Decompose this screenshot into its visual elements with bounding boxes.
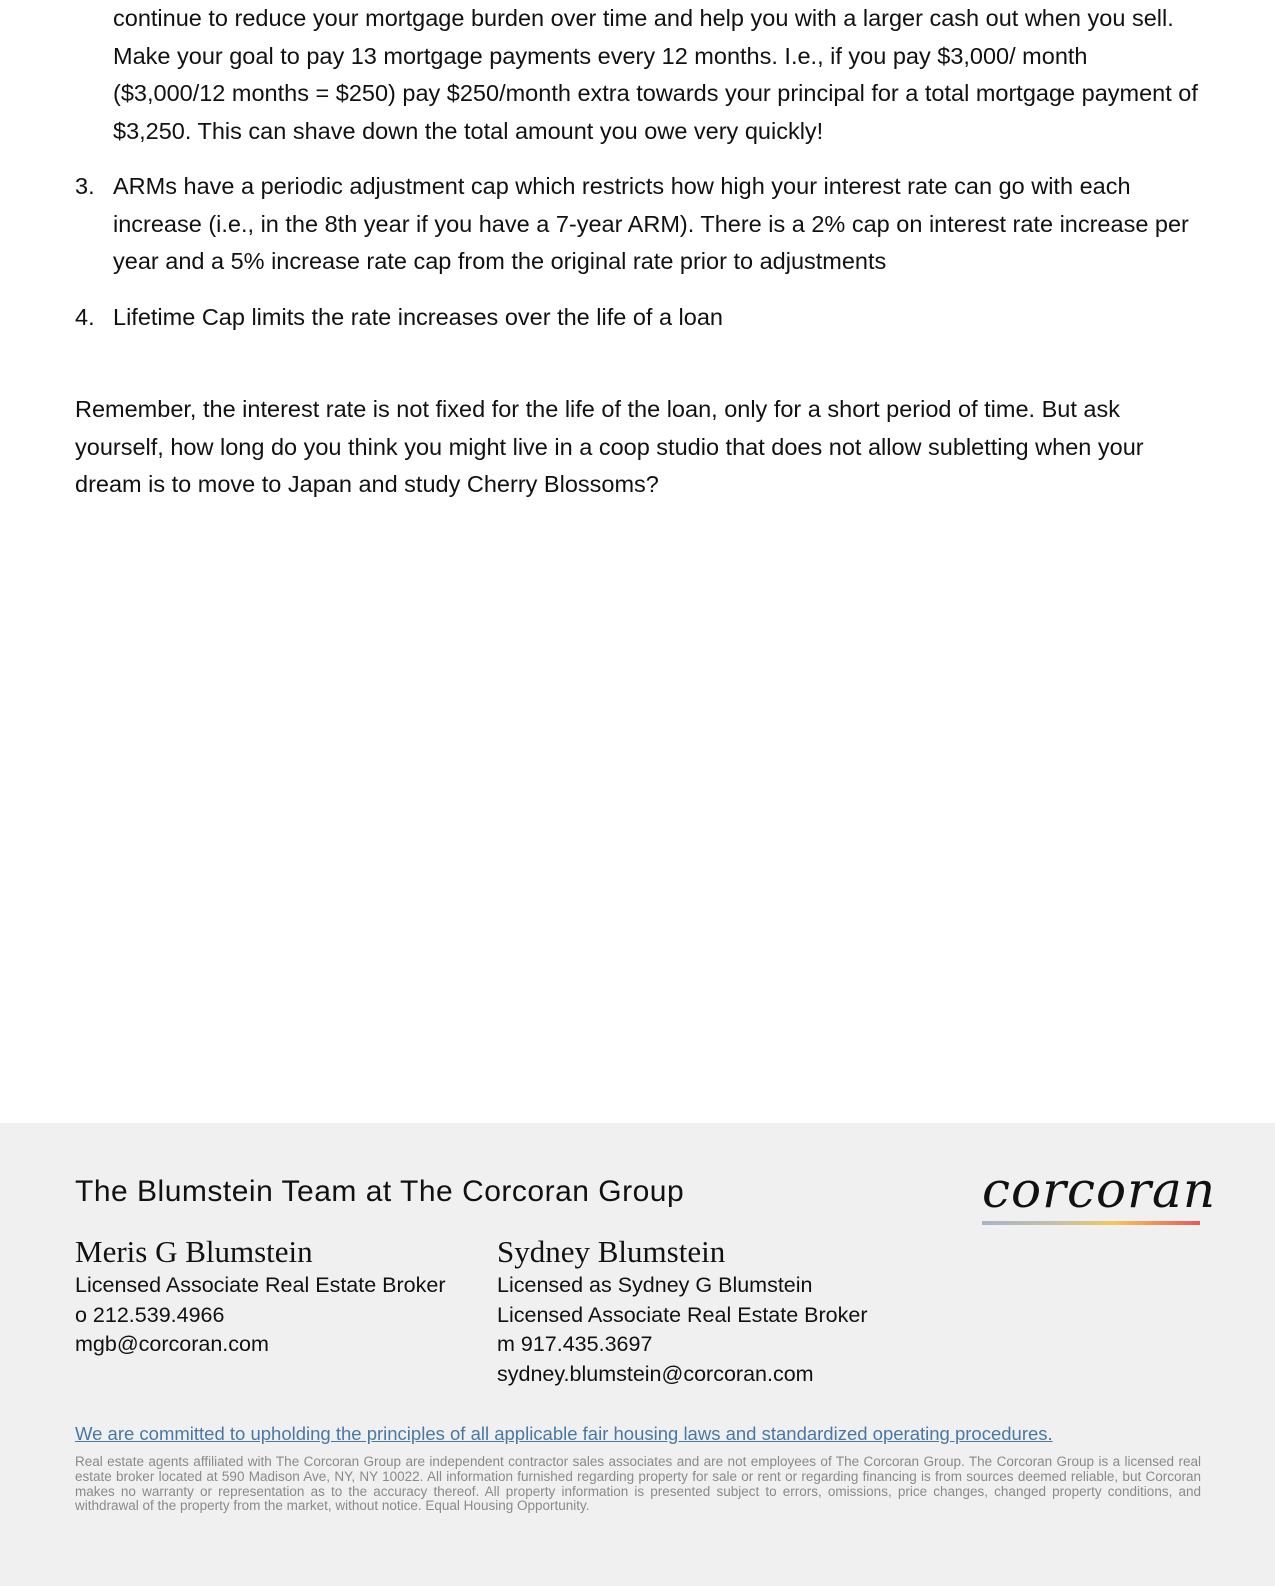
fair-housing-link[interactable]: We are committed to upholding the principles of all applicable fair housing laws and standardized operating procedures.: [75, 1423, 1053, 1444]
article-body: [75, 0, 1205, 527]
footer: [0, 1123, 1275, 1586]
agent-name: Sydney Blumstein: [497, 1234, 726, 1269]
list-item-2-continuation: [75, 0, 1205, 150]
agent-card-meris: [75, 1233, 445, 1360]
agent-license-name: Licensed as Sydney G Blumstein: [497, 1273, 813, 1297]
corcoran-logo: [982, 1161, 1217, 1225]
logo-wordmark: corcoran: [982, 1161, 1217, 1219]
list-item-text: Lifetime Cap limits the rate increases over the life of a loan: [113, 303, 723, 330]
agent-license: Licensed Associate Real Estate Broker: [497, 1302, 868, 1327]
legal-disclaimer: Real estate agents affiliated with The Corcoran Group are independent contractor sales associates and are not employees of The Corcoran Group. The Corcoran Group is a licensed real estate broker located at 590 Madison Ave, NY, NY 10022. All information furnished regarding property for sale or rent or regarding financing is from sources deemed reliable, but Corcoran makes no warranty or representation as to the accuracy thereof. All property information is presented subject to errors, omissions, price changes, changed property conditions, and withdrawal of the property from the market, without notice. Equal Housing Opportunity.: [75, 1454, 1201, 1514]
list-item-number: 3.: [75, 173, 95, 199]
agent-email[interactable]: sydney.blumstein@corcoran.com: [497, 1361, 814, 1386]
agent-phone[interactable]: m 917.435.3697: [497, 1332, 653, 1356]
list-item-3: [75, 168, 1205, 281]
list-item-4: [75, 299, 1205, 337]
agent-phone[interactable]: o 212.539.4966: [75, 1302, 225, 1327]
list-item-text: ARMs have a periodic adjustment cap which restricts how high your interest rate can go with each increase (i.e., in the 8th year if you have a 7-year ARM). There is a 2% cap on interest rate increase per year and a 5% increase rate cap from the original rate prior to adjustments: [113, 173, 1189, 274]
closing-paragraph: Remember, the interest rate is not fixed for the life of the loan, only for a short period of time. But ask yourself, how long do you think you might live in a coop studio that does not allow subletting when your dream is to move to Japan and study Cherry Blossoms?: [75, 396, 1144, 497]
logo-gradient-bar: [982, 1221, 1200, 1225]
agent-email[interactable]: mgb@corcoran.com: [75, 1332, 269, 1356]
agent-name: Meris G Blumstein: [75, 1234, 313, 1269]
team-title: The Blumstein Team at The Corcoran Group: [75, 1175, 685, 1208]
agent-license: Licensed Associate Real Estate Broker: [75, 1273, 446, 1297]
list-item-text: continue to reduce your mortgage burden over time and help you with a larger cash out when you sell. Make your goal to pay 13 mortgage payments every 12 months. I.e., if you pay $3,000/ month ($3,000/12 months = $250) pay $250/month extra towards your principal for a total mortgage payment of $3,250. This can shave down the total amount you owe very quickly!: [113, 5, 1198, 144]
agent-card-sydney: [497, 1233, 867, 1389]
list-item-number: 4.: [75, 303, 95, 330]
